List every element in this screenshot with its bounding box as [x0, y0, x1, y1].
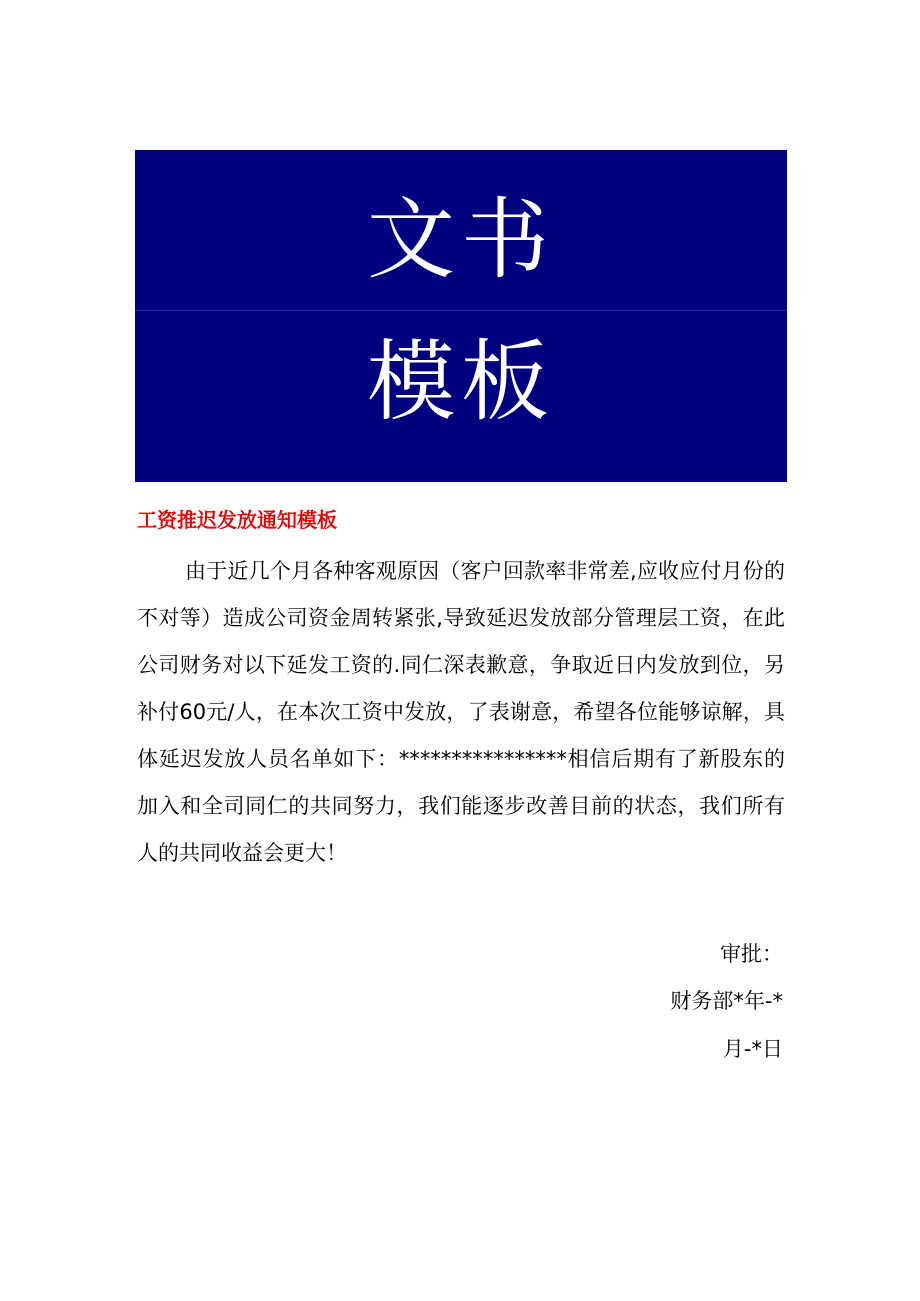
document-title: 工资推迟发放通知模板	[137, 508, 337, 532]
document-body: 由于近几个月各种客观原因（客户回款率非常差,应收应付月份的不对等）造成公司资金周转紧张,导致延迟发放部分管理层工资，在此公司财务对以下延发工资的.同仁深表歉意，争取近日内发放到位，另补付60元/人，在本次工资中发放，了表谢意，希望各位能够谅解，具体延迟发放人员名单如下：****************相信后期有了新股东的加入和全司同仁的共同努力，我们能逐步改善目前的状态，我们所有人的共同收益会更大！	[137, 559, 785, 865]
month-day: 月-*日	[722, 1037, 783, 1061]
cover-title-line-2: 模板	[366, 330, 555, 433]
cover-divider	[135, 310, 787, 311]
approval-label: 审批：	[720, 942, 783, 966]
cover-banner	[135, 150, 787, 482]
cover-title-line-1: 文书	[366, 188, 555, 291]
department-date: 财务部*年-*	[670, 989, 783, 1013]
